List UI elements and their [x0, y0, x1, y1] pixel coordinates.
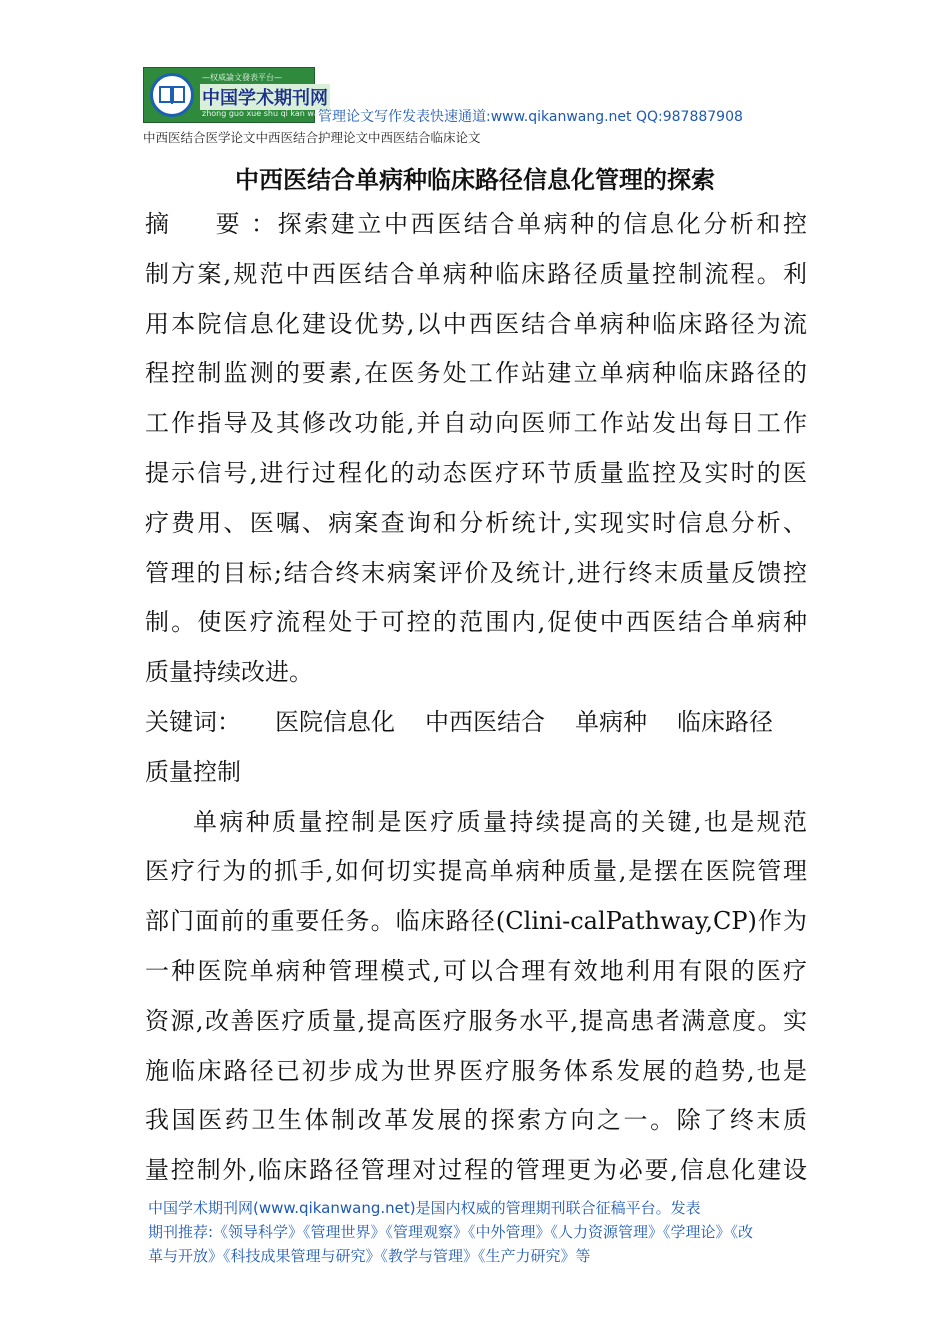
footer-line: 革与开放》《科技成果管理与研究》《教学与管理》《生产力研究》等 — [148, 1247, 591, 1265]
footer-line: 期刊推荐:《领导科学》《管理世界》《管理观察》《中外管理》《人力资源管理》《学理论》《改 — [148, 1223, 754, 1241]
abstract-line: 用本院信息化建设优势,以中西医结合单病种临床路径为流 — [145, 309, 807, 338]
abstract-line: 制方案,规范中西医结合单病种临床路径质量控制流程。利 — [145, 259, 807, 288]
book-emblem-icon — [150, 73, 194, 117]
site-logo[interactable] — [143, 67, 330, 123]
keyword: 中西医结合 — [425, 707, 545, 736]
header-category-text: 中西医结合医学论文中西医结合护理论文中西医结合临床论文 — [143, 130, 481, 145]
keywords-line — [145, 698, 807, 748]
body-line: 我国医药卫生体制改革发展的探索方向之一。除了终末质 — [145, 1106, 807, 1135]
body-line: 一种医院单病种管理模式,可以合理有效地利用有限的医疗 — [145, 956, 807, 985]
body-line: 部门面前的重要任务。临床路径(Clini-calPathway,CP)作为 — [145, 907, 807, 936]
logo-brand-name: 中国学术期刊网 — [200, 84, 330, 110]
abstract-line: 管理的目标;结合终末病案评价及统计,进行终末质量反馈控 — [145, 558, 807, 587]
header-promo-link[interactable]: 管理论文写作发表快速通道:www.qikanwang.net QQ:987887908 — [318, 109, 743, 125]
keyword: 临床路径 — [677, 707, 773, 736]
abstract-line: 工作指导及其修改功能,并自动向医师工作站发出每日工作 — [145, 409, 807, 438]
abstract-line: 探索建立中西医结合单病种的信息化分析和控 — [275, 210, 807, 238]
keyword: 质量控制 — [145, 757, 241, 786]
article-body — [145, 200, 807, 1196]
keyword: 医院信息化 — [275, 707, 395, 736]
abstract-line: 制。使医疗流程处于可控的范围内,促使中西医结合单病种 — [145, 608, 807, 637]
footer-promo — [148, 1196, 818, 1268]
abstract-line: 程控制监测的要素,在医务处工作站建立单病种临床路径的 — [145, 359, 807, 388]
keywords-label: 关键词： — [145, 707, 241, 736]
abstract-line: 质量持续改进。 — [145, 658, 313, 687]
article-title: 中西医结合单病种临床路径信息化管理的探索 — [235, 166, 715, 194]
footer-line[interactable]: 中国学术期刊网(www.qikanwang.net)是国内权威的管理期刊联合征稿平台。发表 — [148, 1199, 701, 1217]
keyword: 单病种 — [575, 707, 647, 736]
body-line: 单病种质量控制是医疗质量持续提高的关键,也是规范 — [193, 807, 807, 836]
abstract-line: 疗费用、医嘱、病案查询和分析统计,实现实时信息分析、 — [145, 508, 807, 537]
body-line: 施临床路径已初步成为世界医疗服务体系发展的趋势,也是 — [145, 1056, 807, 1085]
logo-tagline: —权威論文發表平台— — [202, 73, 282, 82]
body-line: 医疗行为的抓手,如何切实提高单病种质量,是摆在医院管理 — [145, 857, 807, 886]
abstract-line: 提示信号,进行过程化的动态医疗环节质量监控及实时的医 — [145, 458, 807, 487]
abstract-label: 摘 要： — [145, 210, 275, 238]
logo-pinyin: zhong guo xue shu qi kan wang — [202, 109, 330, 118]
abstract-first-line — [145, 200, 807, 250]
body-line: 资源,改善医疗质量,提高医疗服务水平,提高患者满意度。实 — [145, 1006, 807, 1035]
body-line: 量控制外,临床路径管理对过程的管理更为必要,信息化建设 — [145, 1156, 807, 1185]
